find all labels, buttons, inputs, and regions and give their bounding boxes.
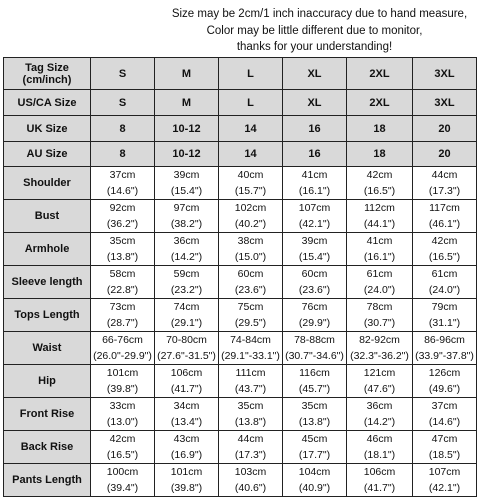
measure-cell [347, 266, 413, 299]
cm-value: 42cm [366, 169, 393, 181]
inch-value: (16.1") [298, 185, 331, 197]
cm-value: 42cm [109, 433, 136, 445]
notice-line-3: thanks for your understanding! [236, 41, 393, 53]
measure-cell [347, 464, 413, 497]
inch-value: (39.8") [170, 482, 203, 494]
measure-cell [219, 365, 283, 398]
inch-value: (18.5") [428, 449, 461, 461]
cm-value: 75cm [237, 301, 264, 313]
cm-value: 78cm [366, 301, 393, 313]
measure-cell [413, 167, 477, 200]
measure-cell [413, 431, 477, 464]
size-value: 16 [283, 142, 347, 167]
measure-cell [91, 398, 155, 431]
measure-cell [155, 398, 219, 431]
measure-cell [91, 167, 155, 200]
inch-value: (36.2") [106, 218, 139, 230]
cm-value: 111cm [235, 367, 266, 379]
inch-value: (47.6") [363, 383, 396, 395]
size-value: S [91, 90, 155, 116]
size-value: 2XL [347, 90, 413, 116]
measure-cell [219, 233, 283, 266]
cm-value: 33cm [109, 400, 136, 412]
measure-label: Hip [4, 365, 91, 398]
cm-value: 101cm [106, 367, 139, 379]
measure-cell [219, 431, 283, 464]
measure-cell [283, 266, 347, 299]
cm-value: 46cm [366, 433, 393, 445]
inch-value: (26.0"-29.9") [93, 350, 152, 362]
inch-value: (13.0") [106, 416, 139, 428]
measure-cell [155, 266, 219, 299]
size-value: XL [283, 90, 347, 116]
measure-row [4, 299, 477, 332]
measure-cell [413, 365, 477, 398]
cm-value: 78-88cm [294, 334, 335, 346]
inch-value: (30.7"-34.6") [285, 350, 344, 362]
measure-row [4, 332, 477, 365]
inch-value: (17.3") [234, 449, 267, 461]
cm-value: 121cm [363, 367, 396, 379]
measure-cell [283, 431, 347, 464]
cm-value: 41cm [301, 169, 328, 181]
inch-value: (32.3"-36.2") [350, 350, 409, 362]
measure-cell [347, 398, 413, 431]
measure-cell [91, 266, 155, 299]
cm-value: 60cm [237, 268, 264, 280]
cm-value: 59cm [173, 268, 200, 280]
inch-value: (23.6") [234, 284, 267, 296]
cm-value: 117cm [429, 202, 460, 214]
measure-row [4, 266, 477, 299]
inch-value: (13.8") [106, 251, 139, 263]
size-value: 10-12 [155, 142, 219, 167]
inch-value: (38.2") [170, 218, 203, 230]
size-value: 16 [283, 116, 347, 142]
cm-value: 104cm [298, 466, 331, 478]
measure-cell [91, 200, 155, 233]
inch-value: (16.9") [170, 449, 203, 461]
cm-value: 44cm [431, 169, 458, 181]
size-header-row [4, 116, 477, 142]
size-value: 14 [219, 142, 283, 167]
size-chart-table [3, 57, 477, 497]
inch-value: (17.3") [428, 185, 461, 197]
cm-value: 36cm [366, 400, 393, 412]
measure-cell [219, 299, 283, 332]
cm-value: 34cm [173, 400, 200, 412]
inch-value: (15.4") [298, 251, 331, 263]
inch-value: (18.1") [363, 449, 396, 461]
inch-value: (43.7") [234, 383, 267, 395]
inch-value: (29.1") [170, 317, 203, 329]
inch-value: (23.2") [170, 284, 203, 296]
measure-cell [413, 266, 477, 299]
measure-cell [283, 464, 347, 497]
inch-value: (30.7") [363, 317, 396, 329]
size-value: 2XL [347, 58, 413, 90]
inch-value: (24.0") [363, 284, 396, 296]
measure-cell [347, 299, 413, 332]
inch-value: (42.1") [298, 218, 331, 230]
size-value: 3XL [413, 58, 477, 90]
cm-value: 70-80cm [166, 334, 207, 346]
cm-value: 61cm [366, 268, 393, 280]
measure-label: Bust [4, 200, 91, 233]
measure-cell [91, 365, 155, 398]
measure-cell [283, 365, 347, 398]
inch-value: (41.7") [363, 482, 396, 494]
measure-cell [91, 464, 155, 497]
cm-value: 35cm [301, 400, 328, 412]
inch-value: (28.7") [106, 317, 139, 329]
inch-value: (39.8") [106, 383, 139, 395]
measure-cell [91, 299, 155, 332]
inch-value: (16.1") [363, 251, 396, 263]
measure-cell [155, 332, 219, 365]
inch-value: (40.9") [298, 482, 331, 494]
inch-value: (15.4") [170, 185, 203, 197]
inch-value: (16.5") [428, 251, 461, 263]
size-header-row [4, 90, 477, 116]
measure-cell [219, 398, 283, 431]
size-header-row [4, 142, 477, 167]
measure-cell [155, 431, 219, 464]
inch-value: (17.7") [298, 449, 331, 461]
inch-value: (39.4") [106, 482, 139, 494]
inch-value: (15.7") [234, 185, 267, 197]
measure-label: Pants Length [4, 464, 91, 497]
notice-line-1: Size may be 2cm/1 inch inaccuracy due to hand measure, [171, 8, 468, 20]
size-value: L [219, 58, 283, 90]
cm-value: 116cm [299, 367, 330, 379]
measure-label: Tops Length [4, 299, 91, 332]
cm-value: 41cm [366, 235, 393, 247]
size-value: L [219, 90, 283, 116]
inch-value: (29.9") [298, 317, 331, 329]
inch-value: (24.0") [428, 284, 461, 296]
inch-value: (13.4") [170, 416, 203, 428]
cm-value: 86-96cm [424, 334, 465, 346]
measure-cell [283, 398, 347, 431]
measure-row [4, 365, 477, 398]
cm-value: 92cm [109, 202, 136, 214]
inch-value: (14.6") [428, 416, 461, 428]
measure-cell [91, 431, 155, 464]
cm-value: 45cm [301, 433, 328, 445]
size-value: S [91, 58, 155, 90]
measure-cell [347, 200, 413, 233]
cm-value: 79cm [431, 301, 458, 313]
inch-value: (46.1") [428, 218, 461, 230]
measure-cell [283, 332, 347, 365]
measure-cell [347, 233, 413, 266]
inch-value: (40.6") [234, 482, 267, 494]
measure-cell [155, 233, 219, 266]
cm-value: 74cm [173, 301, 200, 313]
measure-cell [347, 332, 413, 365]
measure-label: Sleeve length [4, 266, 91, 299]
cm-value: 82-92cm [359, 334, 400, 346]
inch-value: (33.9"-37.8") [415, 350, 474, 362]
size-value: M [155, 58, 219, 90]
inch-value: (42.1") [428, 482, 461, 494]
size-value: 20 [413, 142, 477, 167]
measure-row [4, 233, 477, 266]
measure-label: Shoulder [4, 167, 91, 200]
cm-value: 126cm [428, 367, 461, 379]
cm-value: 100cm [106, 466, 139, 478]
inch-value: (22.8") [106, 284, 139, 296]
cm-value: 58cm [109, 268, 136, 280]
cm-value: 107cm [298, 202, 331, 214]
measure-row [4, 464, 477, 497]
measure-label: Front Rise [4, 398, 91, 431]
inch-value: (23.6") [298, 284, 331, 296]
inch-value: (13.8") [298, 416, 331, 428]
measure-cell [283, 200, 347, 233]
measure-cell [413, 200, 477, 233]
measure-cell [413, 464, 477, 497]
size-value: 18 [347, 142, 413, 167]
size-value: 8 [91, 116, 155, 142]
measure-cell [219, 464, 283, 497]
size-notice [0, 0, 479, 57]
measure-row [4, 398, 477, 431]
measure-cell [155, 365, 219, 398]
measure-label: Waist [4, 332, 91, 365]
inch-value: (13.8") [234, 416, 267, 428]
measure-cell [283, 167, 347, 200]
inch-value: (49.6") [428, 383, 461, 395]
inch-value: (45.7") [298, 383, 331, 395]
size-value: XL [283, 58, 347, 90]
measure-cell [413, 332, 477, 365]
cm-value: 42cm [431, 235, 458, 247]
cm-value: 60cm [301, 268, 328, 280]
inch-value: (41.7") [170, 383, 203, 395]
inch-value: (16.5") [106, 449, 139, 461]
inch-value: (14.6") [106, 185, 139, 197]
cm-value: 74-84cm [230, 334, 271, 346]
inch-value: (44.1") [363, 218, 396, 230]
measure-cell [155, 167, 219, 200]
cm-value: 101cm [170, 466, 203, 478]
notice-line-2: Color may be little different due to monitor, [206, 24, 423, 37]
cm-value: 102cm [234, 202, 267, 214]
measure-label: Armhole [4, 233, 91, 266]
row-label: Tag Size (cm/inch) [4, 58, 91, 90]
measure-cell [219, 200, 283, 233]
cm-value: 40cm [237, 169, 264, 181]
cm-value: 112cm [364, 202, 395, 214]
cm-value: 37cm [109, 169, 136, 181]
inch-value: (40.2") [234, 218, 267, 230]
cm-value: 106cm [170, 367, 203, 379]
measure-cell [413, 233, 477, 266]
measure-cell [347, 167, 413, 200]
row-label: UK Size [4, 116, 91, 142]
size-value: 18 [347, 116, 413, 142]
cm-value: 66-76cm [102, 334, 143, 346]
cm-value: 43cm [173, 433, 200, 445]
inch-value: (27.6"-31.5") [157, 350, 216, 362]
measure-cell [347, 431, 413, 464]
measure-cell [219, 332, 283, 365]
cm-value: 38cm [237, 235, 264, 247]
measure-cell [283, 299, 347, 332]
inch-value: (29.1"-33.1") [221, 350, 280, 362]
inch-value: (14.2") [170, 251, 203, 263]
cm-value: 76cm [301, 301, 328, 313]
cm-value: 61cm [431, 268, 458, 280]
inch-value: (29.5") [234, 317, 267, 329]
inch-value: (31.1") [428, 317, 461, 329]
measure-cell [155, 464, 219, 497]
cm-value: 39cm [173, 169, 200, 181]
measure-row [4, 200, 477, 233]
cm-value: 35cm [237, 400, 264, 412]
measure-cell [91, 233, 155, 266]
cm-value: 97cm [173, 202, 200, 214]
measure-cell [413, 398, 477, 431]
measure-cell [155, 200, 219, 233]
measure-cell [283, 233, 347, 266]
inch-value: (14.2") [363, 416, 396, 428]
size-value: 14 [219, 116, 283, 142]
measure-row [4, 167, 477, 200]
size-value: 10-12 [155, 116, 219, 142]
cm-value: 47cm [431, 433, 458, 445]
cm-value: 35cm [109, 235, 136, 247]
cm-value: 37cm [431, 400, 458, 412]
cm-value: 103cm [234, 466, 267, 478]
inch-value: (16.5") [363, 185, 396, 197]
size-header-row [4, 58, 477, 90]
size-value: 20 [413, 116, 477, 142]
measure-cell [347, 365, 413, 398]
row-label: AU Size [4, 142, 91, 167]
cm-value: 107cm [428, 466, 461, 478]
inch-value: (15.0") [234, 251, 267, 263]
measure-label: Back Rise [4, 431, 91, 464]
measure-cell [155, 299, 219, 332]
cm-value: 73cm [109, 301, 136, 313]
measure-row [4, 431, 477, 464]
measure-cell [219, 167, 283, 200]
cm-value: 106cm [363, 466, 396, 478]
cm-value: 36cm [173, 235, 200, 247]
measure-cell [91, 332, 155, 365]
cm-value: 39cm [301, 235, 328, 247]
row-label: US/CA Size [4, 90, 91, 116]
measure-cell [219, 266, 283, 299]
size-value: 3XL [413, 90, 477, 116]
measure-cell [413, 299, 477, 332]
cm-value: 44cm [237, 433, 264, 445]
size-value: 8 [91, 142, 155, 167]
size-value: M [155, 90, 219, 116]
